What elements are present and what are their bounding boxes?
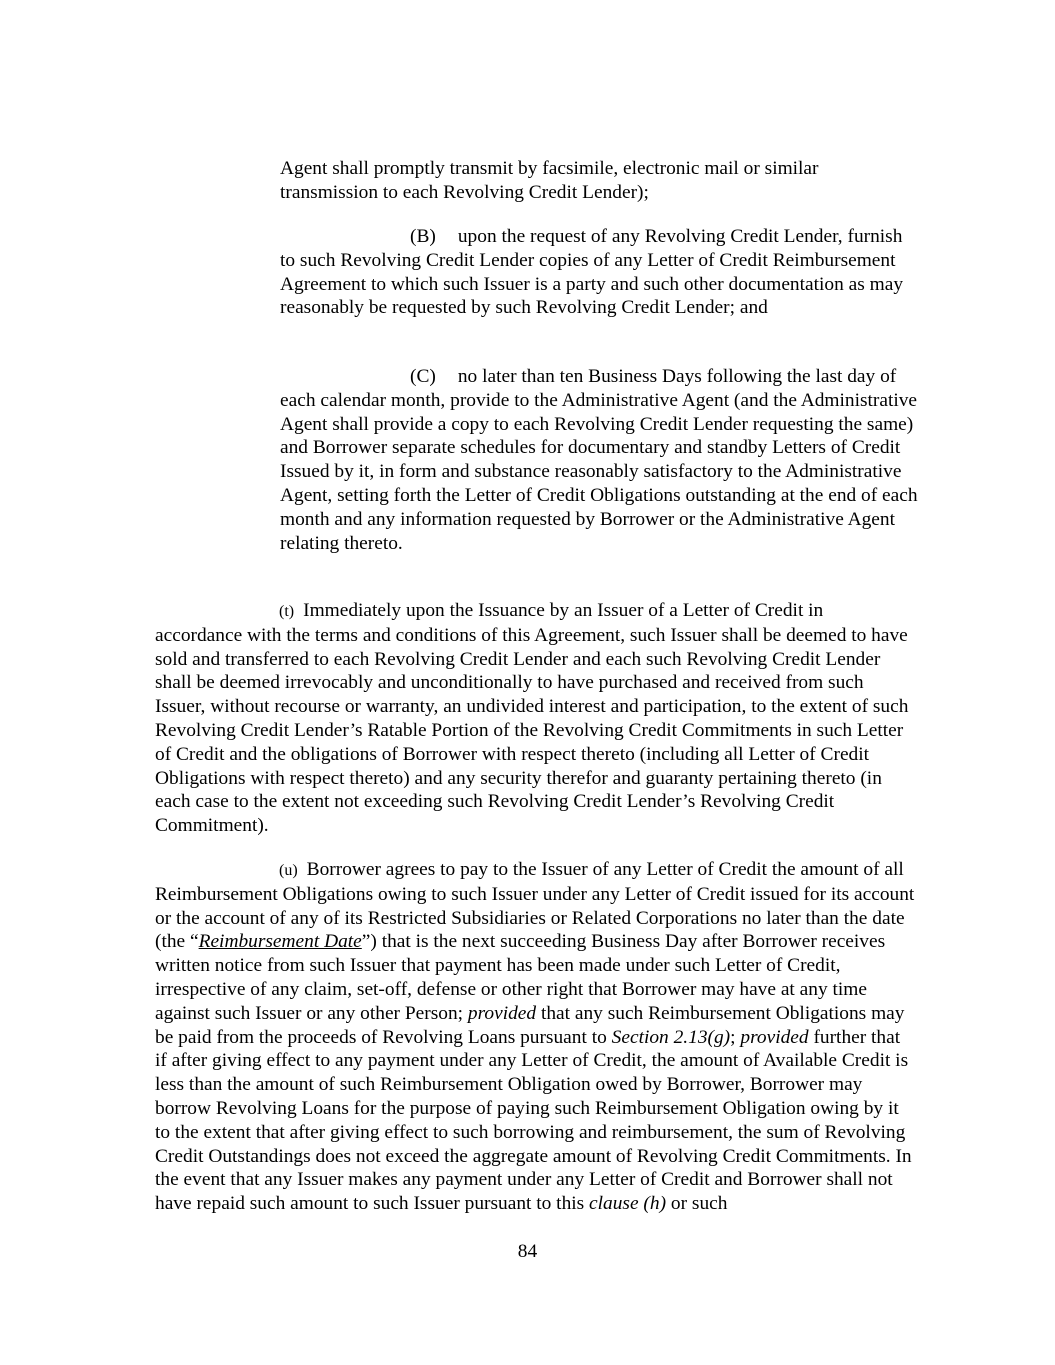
- paragraph-u-seg6: or such: [666, 1193, 728, 1215]
- paragraph-u-seg1: Borrower agrees to pay to the Issuer of any Letter of Credit the amount of all Reimbursement Obligations owing to such Issuer under any Letter of Credit issued for its account or the account of any of its Restricted Subsidiaries or Related Corporations no later than the date (the “: [155, 859, 915, 953]
- subclause-c: [280, 365, 920, 555]
- paragraph-t: [155, 599, 915, 838]
- subclause-b-label: (B): [410, 226, 436, 247]
- paragraph-t-text: Immediately upon the Issuance by an Issuer of a Letter of Credit in accordance with the terms and conditions of this Agreement, such Issuer shall be deemed to have sold and transferred to each Revolving Credit Lender and each such Revolving Credit Lender shall be deemed irrevocably and unconditionally to have purchased and received from such Issuer, without recourse or warranty, an undivided interest and participation, to the extent of such Revolving Credit Lender’s Ratable Portion of the Revolving Credit Commitments in such Letter of Credit and the obligations of Borrower with respect thereto (including all Letter of Credit Obligations with respect thereto) and any security therefor and guaranty pertaining thereto (in each case to the extent not exceeding such Revolving Credit Lender’s Revolving Credit Commitment).: [155, 600, 909, 837]
- provided-term-1: provided: [467, 1002, 537, 1024]
- subclause-b: [280, 225, 920, 320]
- clause-reference: clause (h): [589, 1193, 667, 1215]
- subclause-b-text: upon the request of any Revolving Credit Lender, furnish to such Revolving Credit Lender copies of any Letter of Credit Reimbursement Agreement to which such Issuer is a party and such other documentation as may reasonably be requested by such Revolving Credit Lender; and: [280, 226, 904, 319]
- paragraph-u-seg2: ”) that is the next succeeding Business Day after Borrower receives written notice from such Issuer that payment has been made under such Letter of Credit, irrespective of any claim, set-off, defense or other right that Borrower may have at any time against such Issuer or any other Person;: [155, 931, 886, 1024]
- defined-term-reimbursement-date: Reimbursement Date: [198, 931, 362, 953]
- provided-term-2: provided: [740, 1026, 809, 1048]
- paragraph-t-label: (t): [279, 603, 295, 620]
- paragraph-u-seg5: further that if after giving effect to any payment under any Letter of Credit, the amount of Available Credit is less than the amount of such Reimbursement Obligation owed by Borrower, Borrower may borrow Revolving Loans for the purpose of paying such Reimbursement Obligation owing by it to the extent that after giving effect to such borrowing and reimbursement, the sum of Revolving Credit Outstandings does not exceed the aggregate amount of Revolving Credit Commitments. In the event that any Issuer makes any payment under any Letter of Credit and Borrower shall not have repaid such amount to such Issuer pursuant to this: [155, 1026, 912, 1215]
- continuation-paragraph: Agent shall promptly transmit by facsimile, electronic mail or similar transmission to each Revolving Credit Lender);: [280, 158, 819, 203]
- paragraph-u-seg3: that any such Reimbursement Obligations may be paid from the proceeds of Revolving Loans pursuant to: [155, 1002, 905, 1048]
- section-reference: Section 2.13(g): [611, 1026, 731, 1048]
- subclause-c-label: (C): [410, 366, 436, 387]
- paragraph-u: [155, 858, 915, 1216]
- paragraph-u-label: (u): [279, 862, 298, 879]
- subclause-c-text: no later than ten Business Days following the last day of each calendar month, provide to the Administrative Agent (and the Administrative Agent shall provide a copy to each Revolving Credit Lender requesting the same) and Borrower separate schedules for documentary and standby Letters of Credit Issued by it, in form and substance reasonably satisfactory to the Administrative Agent, setting forth the Letter of Credit Obligations outstanding at the end of each month and any information requested by Borrower or the Administrative Agent relating thereto.: [280, 366, 918, 554]
- paragraph-u-seg4: ;: [730, 1026, 741, 1048]
- page-number: 84: [517, 1241, 538, 1262]
